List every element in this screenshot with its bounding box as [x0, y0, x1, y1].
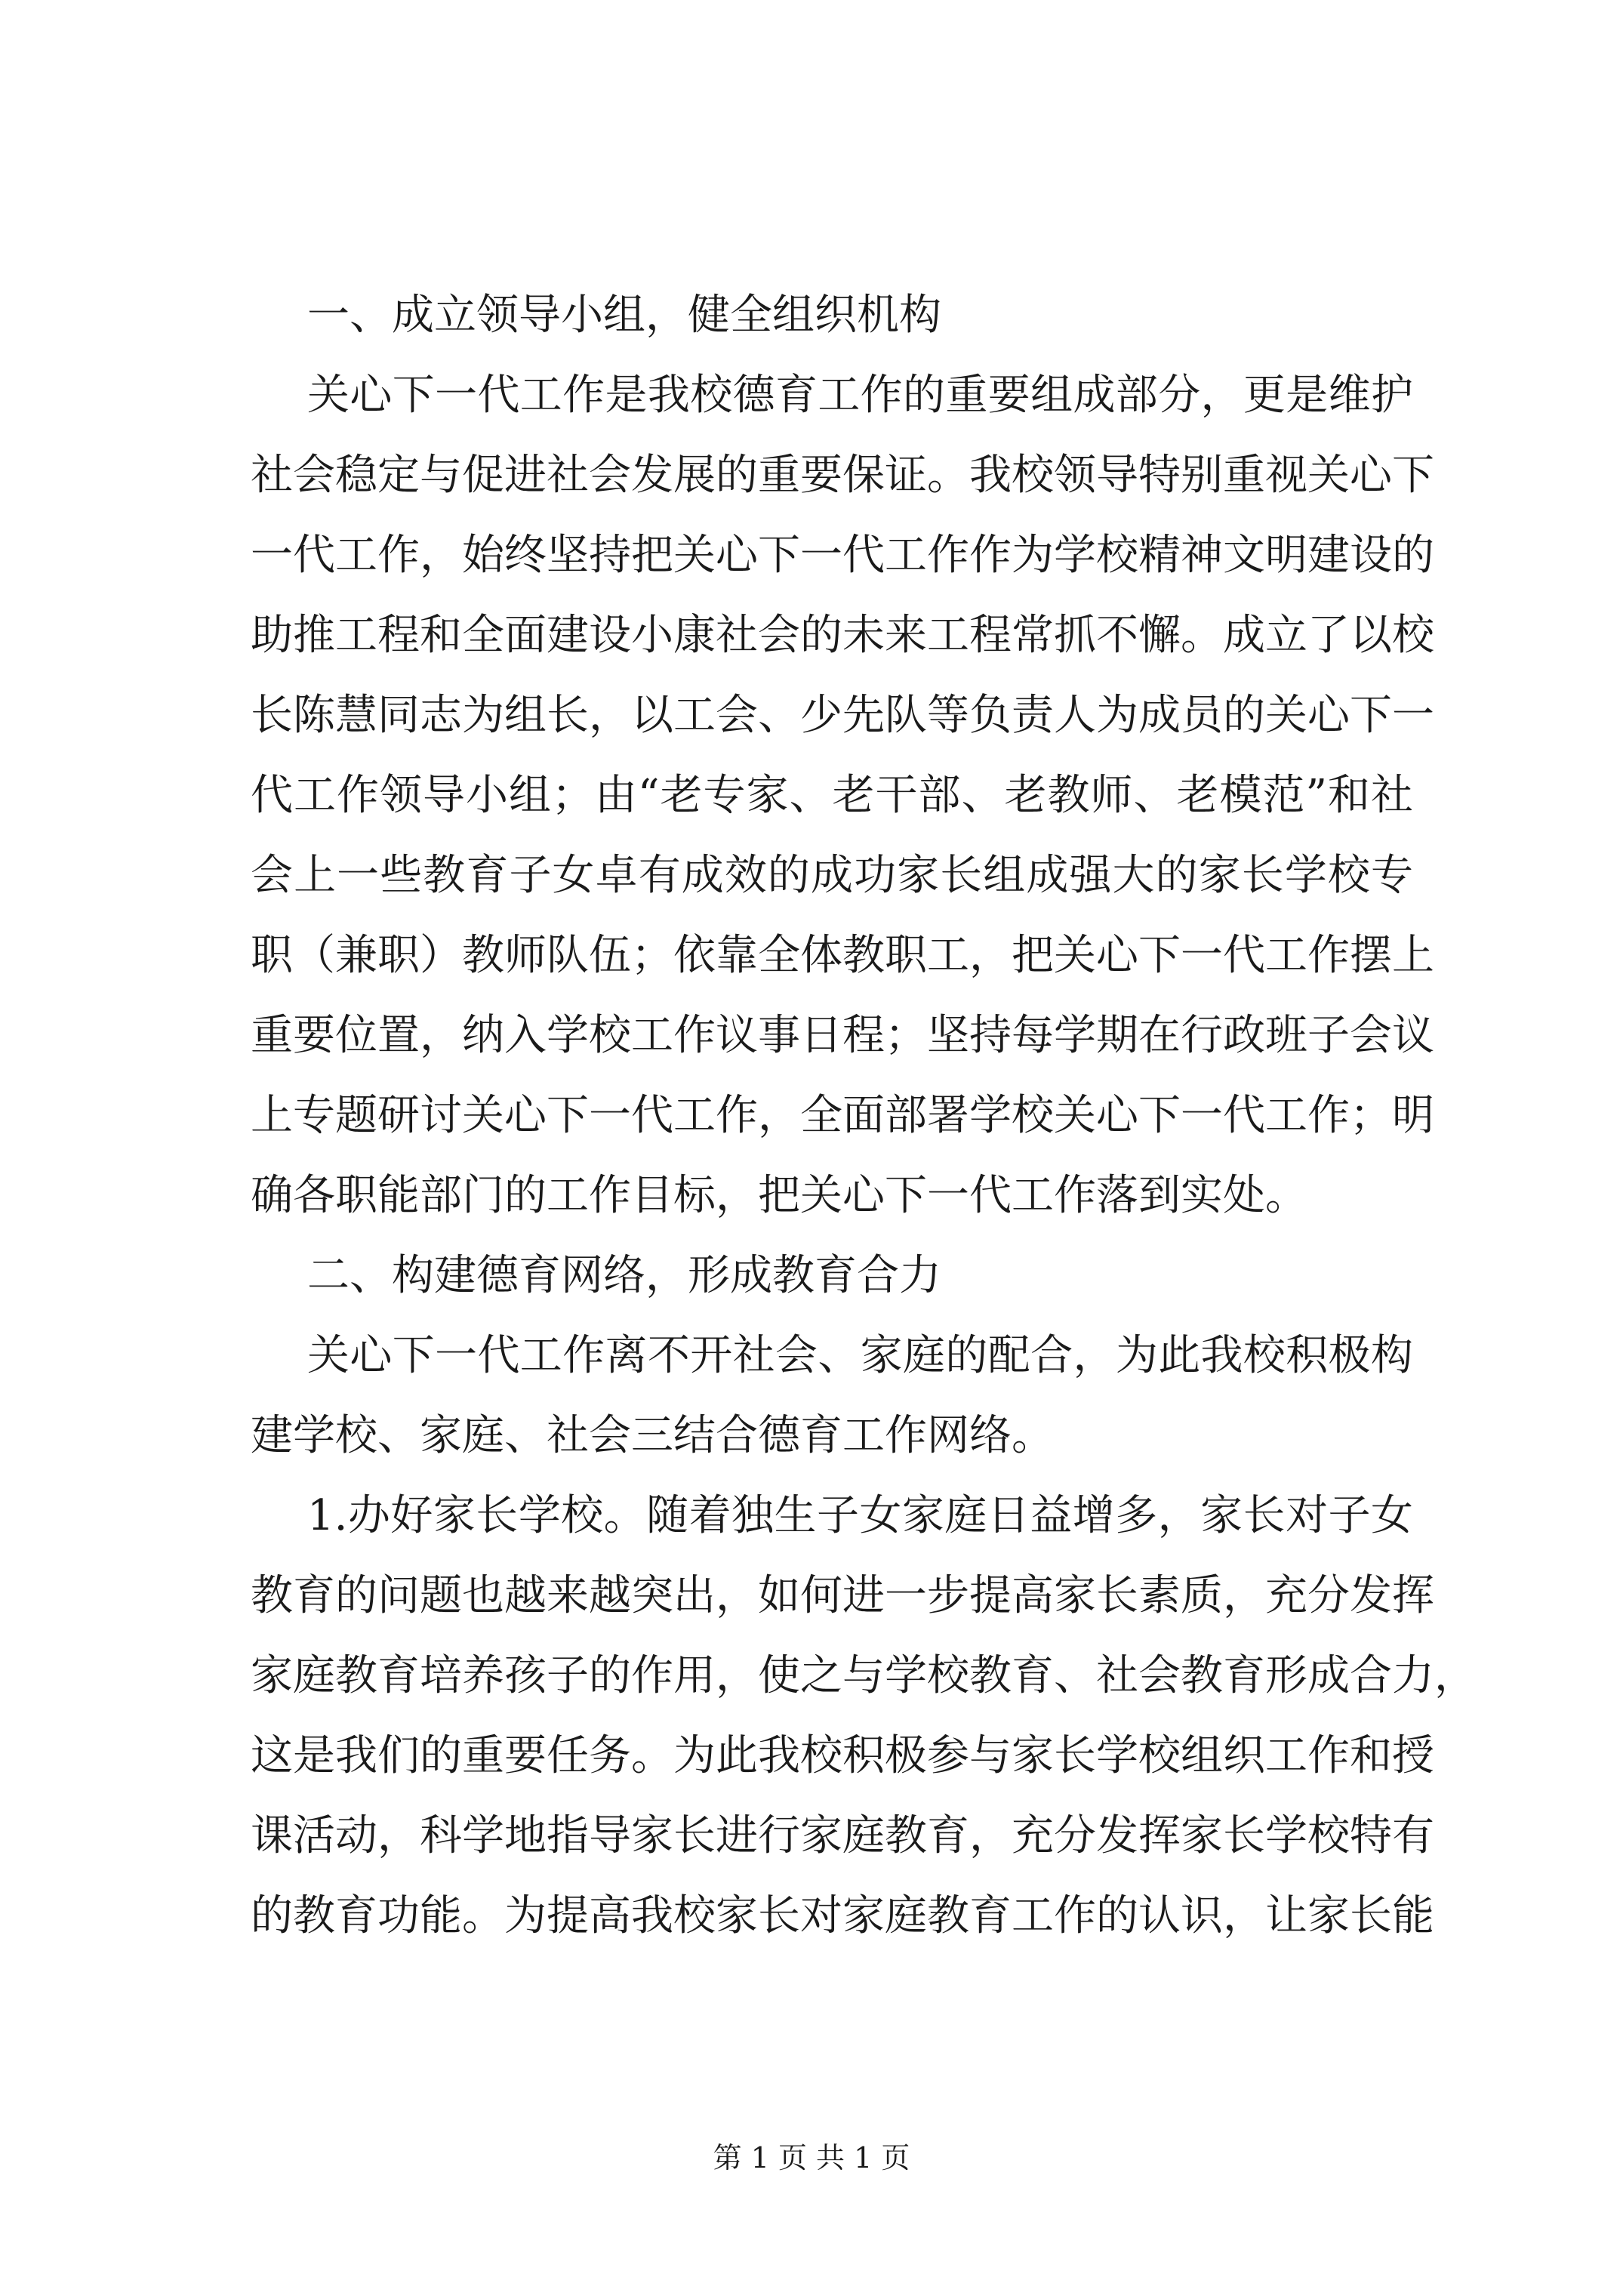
text-line: 一代工作，始终坚持把关心下一代工作作为学校精神文明建设的 — [251, 531, 1434, 580]
document-body — [251, 291, 1477, 1975]
text-line: 一、成立领导小组，健全组织机构 — [307, 291, 941, 340]
text-line: 助推工程和全面建设小康社会的未来工程常抓不懈。成立了以校 — [251, 611, 1434, 660]
text-line: 确各职能部门的工作目标，把关心下一代工作落到实处。 — [251, 1171, 1307, 1220]
text-line: 的教育功能。为提高我校家长对家庭教育工作的认识，让家长能 — [251, 1891, 1434, 1940]
text-line: 课活动，科学地指导家长进行家庭教育，充分发挥家长学校特有 — [251, 1811, 1434, 1860]
text-line: 职（兼职）教师队伍；依靠全体教职工，把关心下一代工作摆上 — [251, 931, 1434, 980]
text-line: 教育的问题也越来越突出，如何进一步提高家长素质，充分发挥 — [251, 1571, 1434, 1620]
text-line: 这是我们的重要任务。为此我校积极参与家长学校组织工作和授 — [251, 1731, 1434, 1780]
text-line: 家庭教育培养孩子的作用，使之与学校教育、社会教育形成合力， — [251, 1651, 1477, 1700]
text-line: 社会稳定与促进社会发展的重要保证。我校领导特别重视关心下 — [251, 451, 1434, 500]
text-line: 关心下一代工作是我校德育工作的重要组成部分，更是维护 — [307, 371, 1413, 420]
text-line: 重要位置，纳入学校工作议事日程；坚持每学期在行政班子会议 — [251, 1011, 1434, 1060]
text-line: 代工作领导小组；由“老专家、老干部、老教师、老模范”和社 — [251, 771, 1413, 820]
text-line: 建学校、家庭、社会三结合德育工作网络。 — [251, 1411, 1054, 1460]
page-footer: 第 1 页 共 1 页 — [713, 2141, 910, 2174]
text-line: 上专题研讨关心下一代工作，全面部署学校关心下一代工作；明 — [251, 1091, 1434, 1140]
text-line: 二、构建德育网络，形成教育合力 — [307, 1251, 941, 1300]
text-line: 会上一些教育子女卓有成效的成功家长组成强大的家长学校专 — [251, 851, 1413, 900]
text-line: 1.办好家长学校。随着独生子女家庭日益增多，家长对子女 — [307, 1491, 1413, 1540]
text-line: 关心下一代工作离不开社会、家庭的配合，为此我校积极构 — [307, 1331, 1413, 1380]
text-line: 长陈慧同志为组长，以工会、少先队等负责人为成员的关心下一 — [251, 691, 1434, 740]
